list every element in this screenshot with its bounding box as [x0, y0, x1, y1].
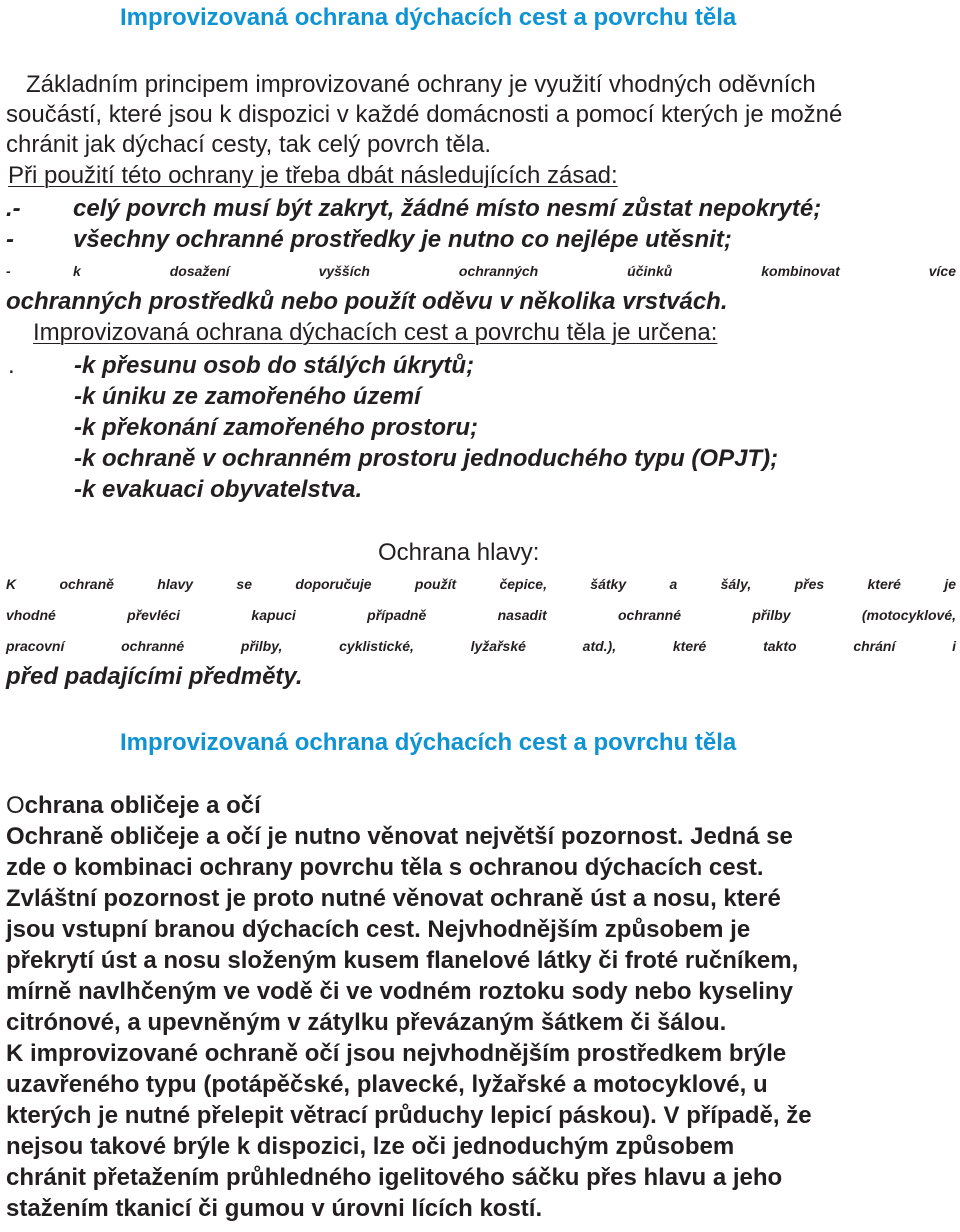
- face-line: mírně navlhčeným ve vodě či ve vodném roztoku sody nebo kyseliny: [6, 978, 793, 1005]
- purpose-heading: Improvizovaná ochrana dýchacích cest a povrchu těla je určena:: [33, 319, 718, 346]
- head-line: K ochraně hlavy se doporučuje použít čepice, šátky a šály, přes které je: [6, 576, 956, 592]
- rule-marker: -: [6, 226, 14, 253]
- face-line: K improvizované ochraně očí jsou nejvhodnějším prostředkem brýle: [6, 1040, 787, 1067]
- face-heading: [6, 792, 261, 820]
- face-line: kterých je nutné přelepit větrací průduchy lepicí páskou). V případě, že: [6, 1102, 812, 1129]
- face-line: chránit přetažením průhledného igelitového sáčku přes hlavu a jeho: [6, 1164, 783, 1191]
- intro-line-3: chránit jak dýchací cesty, tak celý povrch těla.: [6, 131, 492, 158]
- face-line: citrónové, a upevněným v zátylku převázaným šátkem či šálou.: [6, 1009, 727, 1036]
- rule-text: k dosažení vyšších ochranných účinků kombinovat více: [73, 263, 956, 279]
- rule-item-3-continuation: ochranných prostředků nebo použít oděvu v několika vrstvách.: [6, 288, 728, 315]
- rule-text: všechny ochranné prostředky je nutno co nejlépe utěsnit;: [73, 226, 732, 253]
- face-line: nejsou takové brýle k dispozici, lze oči jednoduchým způsobem: [6, 1133, 735, 1160]
- face-line: Zvláštní pozornost je proto nutné věnovat ochraně úst a nosu, které: [6, 885, 781, 912]
- face-line: stažením tkanicí či gumou v úrovni lících kostí.: [6, 1195, 543, 1222]
- face-line: překrytí úst a nosu složeným kusem flanelové látky či froté ručníkem,: [6, 947, 799, 974]
- purpose-item: -k ochraně v ochranném prostoru jednoduchého typu (OPJT);: [74, 445, 779, 472]
- intro-line-2: součástí, které jsou k dispozici v každé domácnosti a pomocí kterých je možné: [6, 101, 843, 128]
- face-line: jsou vstupní branou dýchacích cest. Nejvhodnějším způsobem je: [6, 916, 751, 943]
- face-line: zde o kombinaci ochrany povrchu těla s ochranou dýchacích cest.: [6, 854, 764, 881]
- rule-item-3: [6, 257, 956, 285]
- rules-heading: Při použití této ochrany je třeba dbát následujících zásad:: [8, 162, 618, 189]
- face-heading-text: chrana obličeje a očí: [24, 792, 261, 819]
- page-title: Improvizovaná ochrana dýchacích cest a povrchu těla: [120, 4, 737, 31]
- purpose-item: -k překonání zamořeného prostoru;: [74, 414, 479, 441]
- purpose-item: -k evakuaci obyvatelstva.: [74, 476, 363, 503]
- head-line: před padajícími předměty.: [6, 663, 303, 690]
- rule-text: celý povrch musí být zakryt, žádné místo nesmí zůstat nepokryté;: [73, 195, 822, 222]
- head-heading: Ochrana hlavy:: [378, 539, 540, 566]
- purpose-marker: .: [8, 352, 15, 379]
- face-heading-initial: O: [6, 792, 25, 819]
- rule-marker: -: [6, 263, 11, 279]
- intro-line-1: Základním principem improvizované ochrany je využití vhodných oděvních: [26, 71, 816, 98]
- head-line: pracovní ochranné přilby, cyklistické, lyžařské atd.), které takto chrání i: [6, 638, 956, 654]
- head-line: vhodné převléci kapuci případně nasadit ochranné přilby (motocyklové,: [6, 607, 956, 623]
- face-line: uzavřeného typu (potápěčské, plavecké, lyžařské a motocyklové, u: [6, 1071, 768, 1098]
- purpose-item: -k přesunu osob do stálých úkrytů;: [74, 352, 475, 379]
- purpose-item: -k úniku ze zamořeného území: [74, 383, 421, 410]
- rule-item-2: [6, 226, 732, 254]
- face-line: Ochraně obličeje a očí je nutno věnovat největší pozornost. Jedná se: [6, 823, 793, 850]
- rule-item-1: [6, 195, 821, 223]
- section-title: Improvizovaná ochrana dýchacích cest a povrchu těla: [120, 729, 737, 756]
- rule-marker: .-: [6, 195, 21, 222]
